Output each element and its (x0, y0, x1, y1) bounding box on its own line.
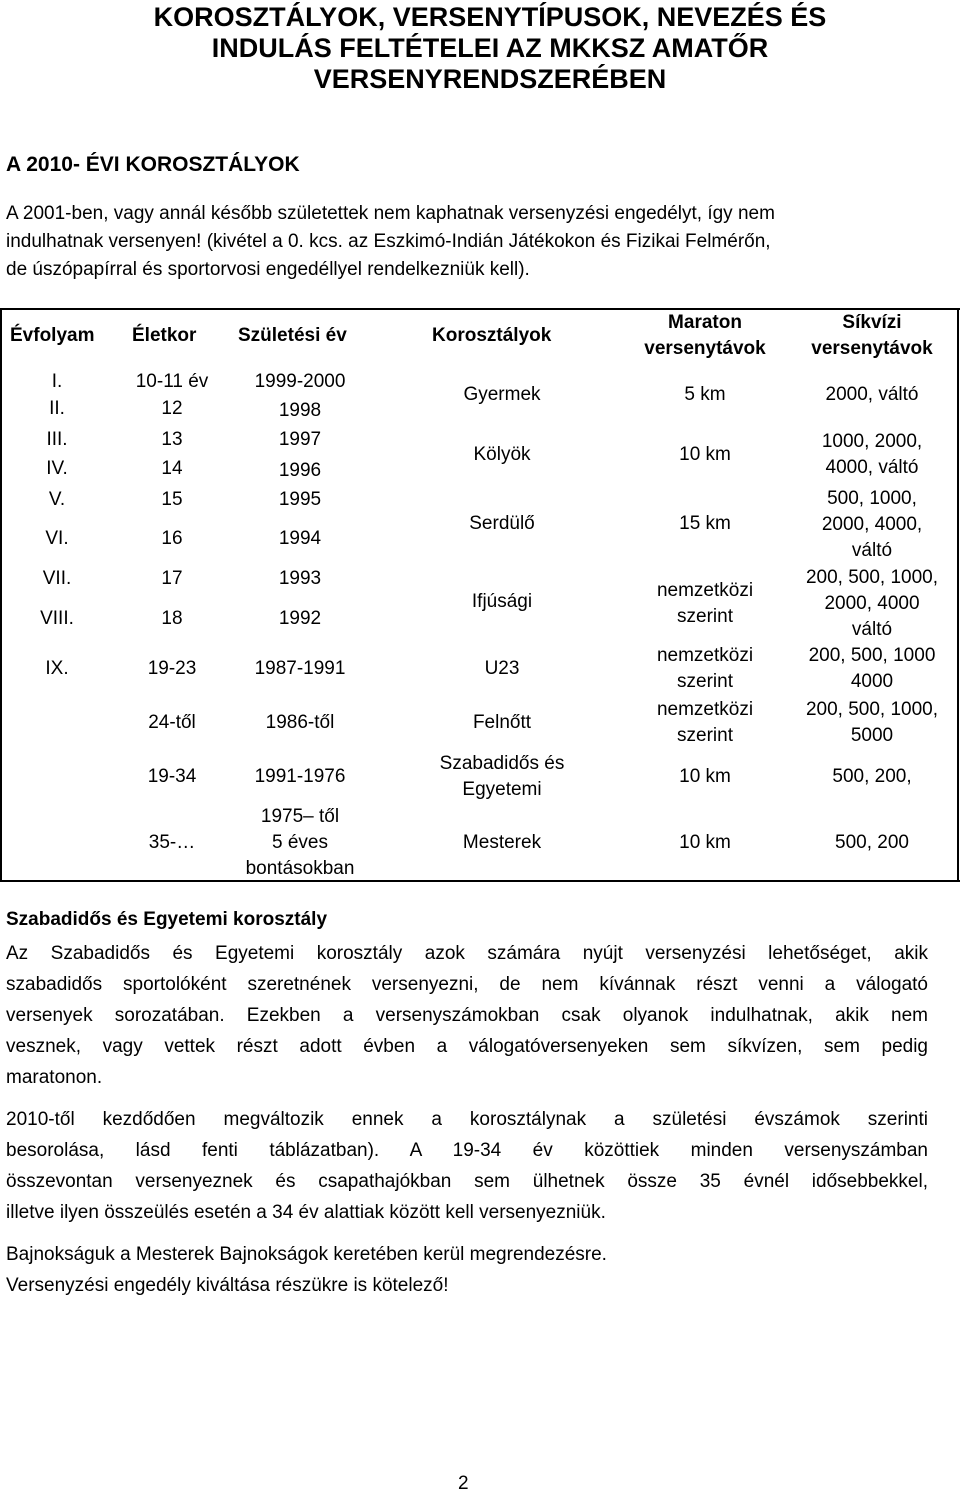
intro-line-3: de úszópapírral és sportorvosi engedéllyel rendelkezniük kell). (6, 259, 530, 280)
title-line-1: KOROSZTÁLYOK, VERSENYTÍPUSOK, NEVEZÉS ÉS (153, 2, 827, 32)
document-title (110, 2, 870, 95)
sikvizi-szabadidos: 500, 200, (832, 766, 912, 787)
szuletesi-ev-7: 1993 (278, 568, 322, 589)
sikvizi-serdulo-2: 2000, 4000, (821, 514, 923, 535)
sikvizi-felnott-2: 5000 (850, 725, 894, 746)
header-sikvizi-1: Síkvízi (842, 312, 902, 333)
table-border-left (0, 308, 2, 882)
korosztaly-felnott: Felnőtt (472, 712, 532, 733)
eletkor-6: 16 (161, 528, 183, 549)
paragraph-line: besorolása, lásd fenti táblázatban). A 19-34 év közöttiek minden versenyszámban (6, 1140, 928, 1161)
szabadidos-paragraph-2 (6, 1104, 928, 1228)
table-border-top (0, 308, 960, 310)
korosztaly-ifjusagi: Ifjúsági (471, 591, 533, 612)
maraton-ifjusagi-2: szerint (677, 606, 733, 627)
sikvizi-kolyok-2: 4000, váltó (825, 457, 919, 478)
sikvizi-ifjusagi-1: 200, 500, 1000, (805, 567, 939, 588)
szuletesi-ev-12a: 1975– től (260, 806, 340, 827)
paragraph-line: Az Szabadidős és Egyetemi korosztály azok számára nyújt versenyzési lehetőséget, akik (6, 943, 928, 964)
szuletesi-ev-6: 1994 (278, 528, 322, 549)
eletkor-2: 12 (161, 398, 183, 419)
header-sikvizi-2: versenytávok (811, 338, 933, 359)
szuletesi-ev-12c: bontásokban (245, 858, 355, 879)
section-heading: A 2010- ÉVI KOROSZTÁLYOK (6, 153, 300, 176)
evfolyam-4: IV. (46, 458, 68, 479)
header-evfolyam: Évfolyam (10, 325, 95, 346)
eletkor-4: 14 (161, 458, 183, 479)
evfolyam-3: III. (46, 429, 68, 450)
szuletesi-ev-9: 1987-1991 (254, 658, 346, 679)
maraton-gyermek: 5 km (684, 384, 726, 405)
maraton-ifjusagi-1: nemzetközi (656, 580, 754, 601)
sikvizi-mesterek: 500, 200 (835, 832, 909, 853)
title-line-2: INDULÁS FELTÉTELEI AZ MKKSZ AMATŐR (211, 33, 769, 63)
sikvizi-felnott-1: 200, 500, 1000, (805, 699, 939, 720)
paragraph-line: szabadidős sportolóként szeretnének versenyezni, de nem kívánnak részt venni a válogató (6, 974, 928, 995)
sikvizi-kolyok-1: 1000, 2000, (821, 431, 923, 452)
table-border-bottom (0, 880, 960, 882)
evfolyam-2: II. (49, 398, 65, 419)
eletkor-9: 19-23 (147, 658, 197, 679)
maraton-szabadidos: 10 km (679, 766, 731, 787)
sikvizi-serdulo-1: 500, 1000, (827, 488, 917, 509)
maraton-u23-2: szerint (677, 671, 733, 692)
szuletesi-ev-10: 1986-től (265, 712, 335, 733)
header-szuletesi-ev: Születési év (238, 325, 347, 346)
header-maraton-2: versenytávok (644, 338, 766, 359)
sikvizi-ifjusagi-3: váltó (851, 619, 893, 640)
intro-line-2: indulhatnak versenyen! (kivétel a 0. kcs. az Eszkimó-Indián Játékokon és Fizikai Felmérőn, (6, 231, 771, 252)
paragraph-line: versenyek sorozatában. Ezekben a versenyszámokban csak olyanok indulhatnak, akik nem (6, 1005, 928, 1026)
szabadidos-paragraph-1 (6, 938, 928, 1093)
paragraph-line: Versenyzési engedély kiváltása részükre is kötelező! (6, 1275, 449, 1296)
paragraph-line: illetve ilyen összeülés esetén a 34 év alattiak között kell versenyezniük. (6, 1202, 606, 1223)
sikvizi-u23-1: 200, 500, 1000 (808, 645, 936, 666)
header-maraton-1: Maraton (668, 312, 742, 333)
evfolyam-1: I. (51, 371, 63, 392)
header-korosztalyok: Korosztályok (432, 325, 552, 346)
intro-paragraph (6, 200, 946, 284)
szabadidos-heading: Szabadidős és Egyetemi korosztály (6, 909, 328, 930)
szuletesi-ev-2: 1998 (278, 400, 322, 421)
eletkor-11: 19-34 (147, 766, 197, 787)
eletkor-10: 24-től (148, 712, 196, 733)
paragraph-line: maratonon. (6, 1067, 103, 1088)
title-line-3: VERSENYRENDSZERÉBEN (313, 64, 667, 94)
szuletesi-ev-12b: 5 éves (272, 832, 328, 853)
sikvizi-serdulo-3: váltó (851, 540, 893, 561)
eletkor-3: 13 (161, 429, 183, 450)
paragraph-line: összevontan versenyeznek és csapathajókban sem ülhetnek össze 35 évnél idősebbekkel, (6, 1171, 928, 1192)
evfolyam-9: IX. (45, 658, 69, 679)
korosztaly-gyermek: Gyermek (463, 384, 541, 405)
szuletesi-ev-8: 1992 (278, 608, 322, 629)
eletkor-7: 17 (161, 568, 183, 589)
korosztaly-szabadidos-2: Egyetemi (462, 779, 542, 800)
sikvizi-gyermek: 2000, váltó (825, 384, 919, 405)
evfolyam-7: VII. (42, 568, 72, 589)
eletkor-12: 35-… (148, 832, 196, 853)
evfolyam-5: V. (48, 489, 66, 510)
maraton-mesterek: 10 km (679, 832, 731, 853)
szuletesi-ev-4: 1996 (278, 460, 322, 481)
szabadidos-paragraph-3 (6, 1239, 928, 1301)
eletkor-5: 15 (161, 489, 183, 510)
header-eletkor: Életkor (132, 325, 197, 346)
korosztaly-mesterek: Mesterek (462, 832, 542, 853)
maraton-felnott-2: szerint (677, 725, 733, 746)
evfolyam-8: VIII. (40, 608, 74, 629)
eletkor-1: 10-11 év (135, 371, 209, 392)
szuletesi-ev-1: 1999-2000 (254, 371, 346, 392)
korosztaly-u23: U23 (484, 658, 520, 679)
age-category-table (0, 308, 960, 882)
szuletesi-ev-3: 1997 (278, 429, 322, 450)
korosztaly-serdulo: Serdülő (469, 513, 535, 534)
paragraph-line: Bajnokságuk a Mesterek Bajnokságok keretében kerül megrendezésre. (6, 1244, 607, 1265)
maraton-serdulo: 15 km (679, 513, 731, 534)
szuletesi-ev-11: 1991-1976 (254, 766, 346, 787)
evfolyam-6: VI. (45, 528, 69, 549)
paragraph-line: 2010-től kezdődően megváltozik ennek a korosztálynak a születési évszámok szerinti (6, 1109, 928, 1130)
korosztaly-kolyok: Kölyök (473, 444, 531, 465)
sikvizi-ifjusagi-2: 2000, 4000 (824, 593, 920, 614)
szuletesi-ev-5: 1995 (278, 489, 322, 510)
sikvizi-u23-2: 4000 (850, 671, 894, 692)
page-number: 2 (458, 1473, 469, 1494)
korosztaly-szabadidos-1: Szabadidős és (439, 753, 565, 774)
maraton-u23-1: nemzetközi (656, 645, 754, 666)
paragraph-line: vesznek, vagy vettek részt adott évben a válogatóversenyeken sem síkvízen, sem pedig (6, 1036, 928, 1057)
maraton-kolyok: 10 km (679, 444, 731, 465)
eletkor-8: 18 (161, 608, 183, 629)
table-border-right (957, 308, 959, 882)
maraton-felnott-1: nemzetközi (656, 699, 754, 720)
intro-line-1: A 2001-ben, vagy annál később születettek nem kaphatnak versenyzési engedélyt, így nem (6, 203, 775, 224)
